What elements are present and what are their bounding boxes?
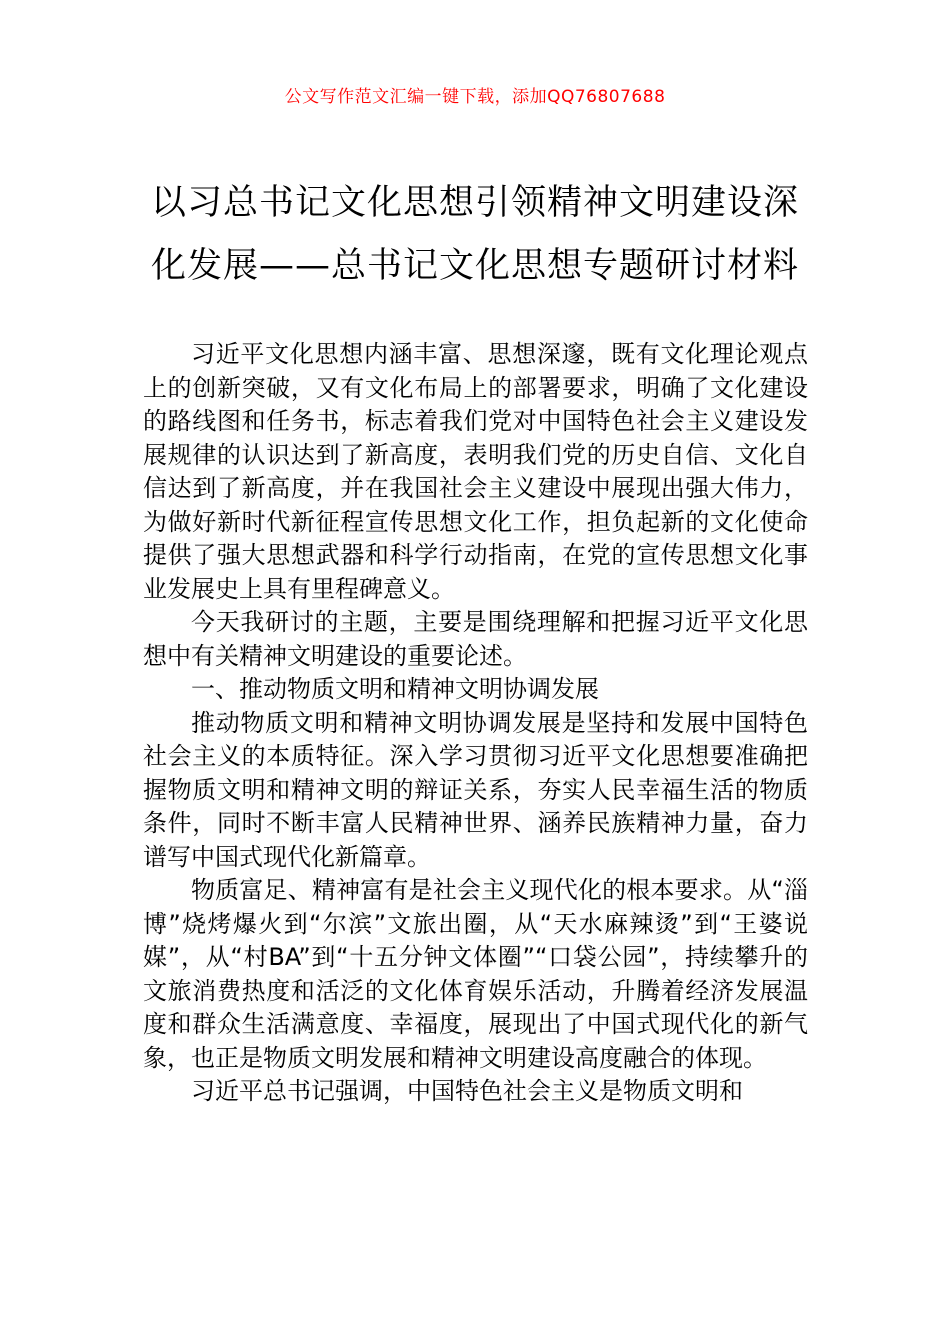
- document-body: [143, 338, 808, 1109]
- paragraph-emphasis: 习近平总书记强调，中国特色社会主义是物质文明和: [191, 1077, 743, 1105]
- paragraph-examples: 物质富足、精神富有是社会主义现代化的根本要求。从“淄博”烧烤爆火到“尔滨”文旅出圈，从“天水麻辣烫”到“王婆说媒”，从“村BA”到“十五分钟文体圈”“口袋公园”，持续攀升的文旅消费热度和活泛的文化体育娱乐活动，升腾着经济发展温度和群众生活满意度、幸福度，展现出了中国式现代化的新气象，也正是物质文明发展和精神文明建设高度融合的体现。: [143, 876, 808, 1072]
- paragraph-topic: 今天我研讨的主题，主要是围绕理解和把握习近平文化思想中有关精神文明建设的重要论述。: [143, 608, 808, 670]
- download-banner: 公文写作范文汇编一键下载，添加QQ76807688: [284, 87, 666, 107]
- paragraph-essence: 推动物质文明和精神文明协调发展是坚持和发展中国特色社会主义的本质特征。深入学习贯彻习近平文化思想要准确把握物质文明和精神文明的辩证关系，夯实人民幸福生活的物质条件，同时不断丰富人民精神世界、涵养民族精神力量，奋力谱写中国式现代化新篇章。: [143, 708, 808, 871]
- document-title: 以习总书记文化思想引领精神文明建设深化发展——总书记文化思想专题研讨材料: [150, 183, 799, 286]
- paragraph-intro: 习近平文化思想内涵丰富、思想深邃，既有文化理论观点上的创新突破，又有文化布局上的部署要求，明确了文化建设的路线图和任务书，标志着我们党对中国特色社会主义建设发展规律的认识达到了新高度，表明我们党的历史自信、文化自信达到了新高度，并在我国社会主义建设中展现出强大伟力，为做好新时代新征程宣传思想文化工作，担负起新的文化使命提供了强大思想武器和科学行动指南，在党的宣传思想文化事业发展史上具有里程碑意义。: [143, 340, 808, 603]
- section-heading-1: 一、推动物质文明和精神文明协调发展: [191, 675, 599, 703]
